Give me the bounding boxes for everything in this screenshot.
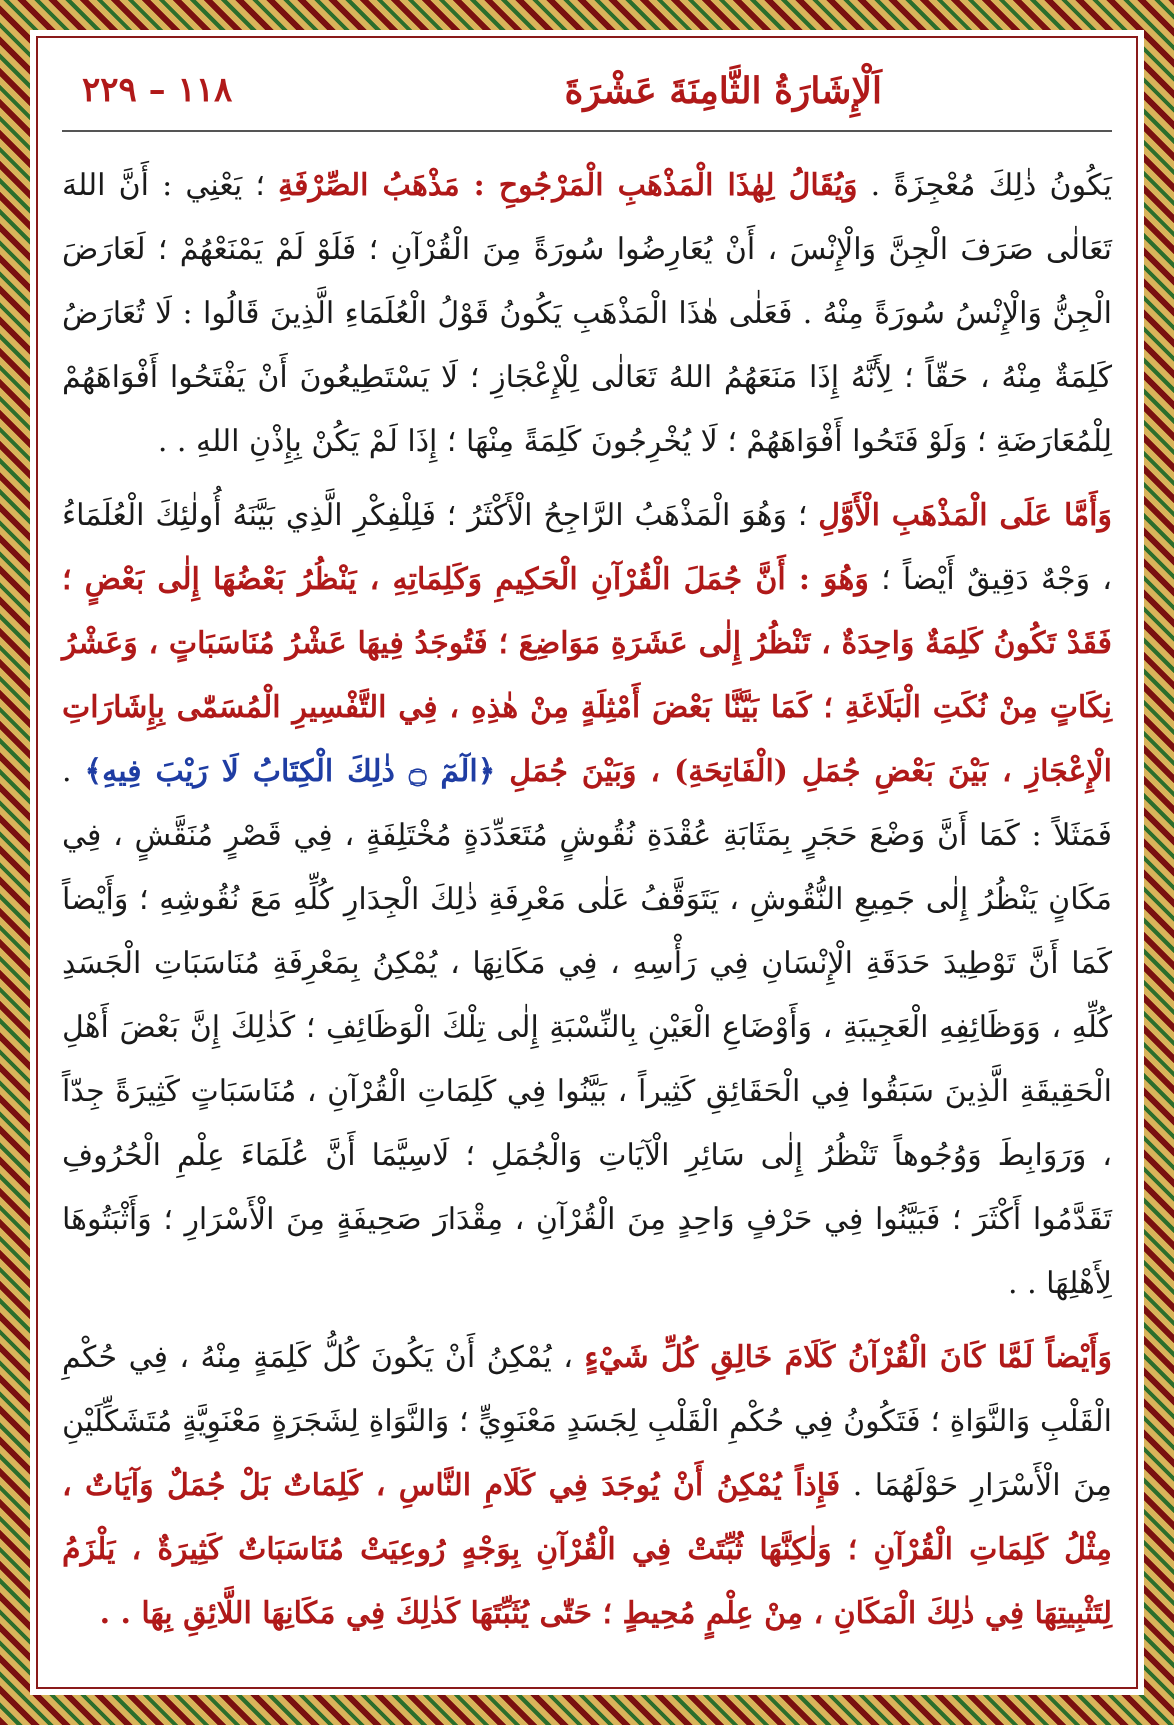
highlighted-text: وَهُوَ : أَنَّ جُمَلَ الْقُرْآنِ الْحَكِيمِ وَكَلِمَاتِهِ ، يَنْظُرُ بَعْضُهَا إِلٰى بَعْضٍ ؛ فَقَدْ تَكُونُ كَلِمَةٌ وَاحِدَةٌ ، تَنْظُرُ إِلٰى عَشَرَةِ مَوَاضِعَ ؛ فَتُوجَدُ فِيهَا عَشْرُ مُنَاسَبَاتٍ ، وَعَشْرُ نِكَاتٍ مِنْ نُكَتِ الْبَلَاغَةِ ؛ كَمَا بَيَّنَّا بَعْضَ أَمْثِلَةٍ مِنْ هٰذِهِ ، فِي التَّفْسِيرِ الْمُسَمّٰى بِإِشَارَاتِ الْإِعْجَازِ ، بَيْنَ بَعْضِ جُمَلِ (الْفَاتِحَةِ) ، وَبَيْنَ جُمَلِ: [62, 562, 1112, 789]
quran-quote: ﴿الٓمٓ ۝ ذٰلِكَ الْكِتَابُ لَا رَيْبَ فِيهِ﴾: [84, 754, 496, 789]
page-header: [62, 70, 1112, 132]
paragraph: [62, 1326, 1112, 1646]
text-segment: . فَمَثَلاً : كَمَا أَنَّ وَضْعَ حَجَرٍ بِمَثَابَةِ عُقْدَةِ نُقُوشٍ مُتَعَدِّدَةٍ مُخْتَلِفَةٍ ، فِي قَصْرٍ مُنَقَّشٍ ، فِي مَكَانٍ يَنْظُرُ إِلٰى جَمِيعِ النُّقُوشِ ، يَتَوَقَّفُ عَلٰى مَعْرِفَةِ ذٰلِكَ الْجِدَارِ كُلِّهِ مَعَ نُقُوشِهِ ؛ وَأَيْضاً كَمَا أَنَّ تَوْطِيدَ حَدَقَةِ الْإِنْسَانِ فِي رَأْسِهِ ، فِي مَكَانِهَا ، يُمْكِنُ بِمَعْرِفَةِ مُنَاسَبَاتِ الْجَسَدِ كُلِّهِ ، وَوَظَائِفِهِ الْعَجِيبَةِ ، وَأَوْضَاعِ الْعَيْنِ بِالنِّسْبَةِ إِلٰى تِلْكَ الْوَظَائِفِ ؛ كَذٰلِكَ إِنَّ بَعْضَ أَهْلِ الْحَقِيقَةِ الَّذِينَ سَبَقُوا فِي الْحَقَائِقِ كَثِيراً ، بَيَّنُوا فِي كَلِمَاتِ الْقُرْآنِ ، مُنَاسَبَاتٍ كَثِيرَةً جِدّاً ، وَرَوَابِطَ وَوُجُوهاً تَنْظُرُ إِلٰى سَائِرِ الْآيَاتِ وَالْجُمَلِ ؛ لَاسِيَّمَا أَنَّ عُلَمَاءَ عِلْمِ الْحُرُوفِ تَقَدَّمُوا أَكْثَرَ ؛ فَبَيَّنُوا فِي حَرْفٍ وَاحِدٍ مِنَ الْقُرْآنِ ، مِقْدَارَ صَحِيفَةٍ مِنَ الْأَسْرَارِ ؛ وَأَثْبَتُوهَا لِأَهْلِهَا . .: [62, 754, 1112, 1301]
highlighted-text: فَإِذاً يُمْكِنُ أَنْ يُوجَدَ فِي كَلَامِ النَّاسِ ، كَلِمَاتٌ بَلْ جُمَلٌ وَآيَاتٌ ، مِثْلُ كَلِمَاتِ الْقُرْآنِ ؛ وَلٰكِنَّهَا ثُبِّتَتْ فِي الْقُرْآنِ بِوَجْهٍ رُوعِيَتْ مُنَاسَبَاتٌ كَثِيرَةٌ ، يَلْزَمُ لِتَثْبِيتِهَا فِي ذٰلِكَ الْمَكَانِ ، مِنْ عِلْمٍ مُحِيطٍ ؛ حَتّٰى يُثَبِّتَهَا كَذٰلِكَ فِي مَكَانِهَا اللَّائِقِ بِهَا . .: [62, 1468, 1112, 1631]
paragraph: [62, 154, 1112, 474]
body-text: [62, 154, 1112, 1646]
highlighted-text: وَيُقَالُ لِهٰذَا الْمَذْهَبِ الْمَرْجُوحِ : مَذْهَبُ الصِّرْفَةِ: [278, 168, 858, 203]
highlighted-text: وَأَيْضاً لَمَّا كَانَ الْقُرْآنُ كَلَامَ خَالِقِ كُلِّ شَيْءٍ: [584, 1340, 1112, 1375]
highlighted-text: وَأَمَّا عَلَى الْمَذْهَبِ الْأَوَّلِ: [818, 498, 1112, 533]
text-segment: ؛ يَعْنِي : أَنَّ اللهَ تَعَالٰى صَرَفَ الْجِنَّ وَالْإِنْسَ ، أَنْ يُعَارِضُوا سُورَةً مِنَ الْقُرْآنِ ؛ فَلَوْ لَمْ يَمْنَعْهُمْ ؛ لَعَارَضَ الْجِنُّ وَالْإِنْسُ سُورَةً مِنْهُ . فَعَلٰى هٰذَا الْمَذْهَبِ يَكُونُ قَوْلُ الْعُلَمَاءِ الَّذِينَ قَالُوا : لَا تُعَارَضُ كَلِمَةٌ مِنْهُ ، حَقّاً ؛ لِأَنَّهُ إِذَا مَنَعَهُمُ اللهُ تَعَالٰى لِلْإِعْجَازِ ؛ لَا يَسْتَطِيعُونَ أَنْ يَفْتَحُوا أَفْوَاهَهُمْ لِلْمُعَارَضَةِ ؛ وَلَوْ فَتَحُوا أَفْوَاهَهُمْ ؛ لَا يُخْرِجُونَ كَلِمَةً مِنْهَا ؛ إِذَا لَمْ يَكُنْ بِإِذْنِ اللهِ . .: [62, 168, 1112, 459]
text-segment: ؛ وَهُوَ الْمَذْهَبُ الرَّاجِحُ الْأَكْثَرُ ؛ فَلِلْفِكْرِ الَّذِي بَيَّنَهُ أُولٰئِكَ الْعُلَمَاءُ ، وَجْهٌ دَقِيقٌ أَيْضاً ؛: [62, 498, 1112, 597]
text-segment: ، يُمْكِنُ أَنْ يَكُونَ كُلُّ كَلِمَةٍ مِنْهُ ، فِي حُكْمِ الْقَلْبِ وَالنَّوَاةِ ؛ فَتَكُونُ فِي حُكْمِ الْقَلْبِ لِجَسَدٍ مَعْنَوِيٍّ ؛ وَالنَّوَاةِ لِشَجَرَةٍ مَعْنَوِيَّةٍ مُتَشَكِّلَيْنِ مِنَ الْأَسْرَارِ حَوْلَهُمَا .: [62, 1340, 1112, 1503]
page-range: ١١٨ – ٢٢٩: [82, 70, 233, 110]
text-segment: يَكُونُ ذٰلِكَ مُعْجِزَةً .: [857, 168, 1112, 203]
chapter-title: اَلْإِشَارَةُ الثَّامِنَةَ عَشْرَةَ: [564, 70, 882, 112]
paragraph: [62, 484, 1112, 1316]
page: [62, 70, 1112, 1680]
